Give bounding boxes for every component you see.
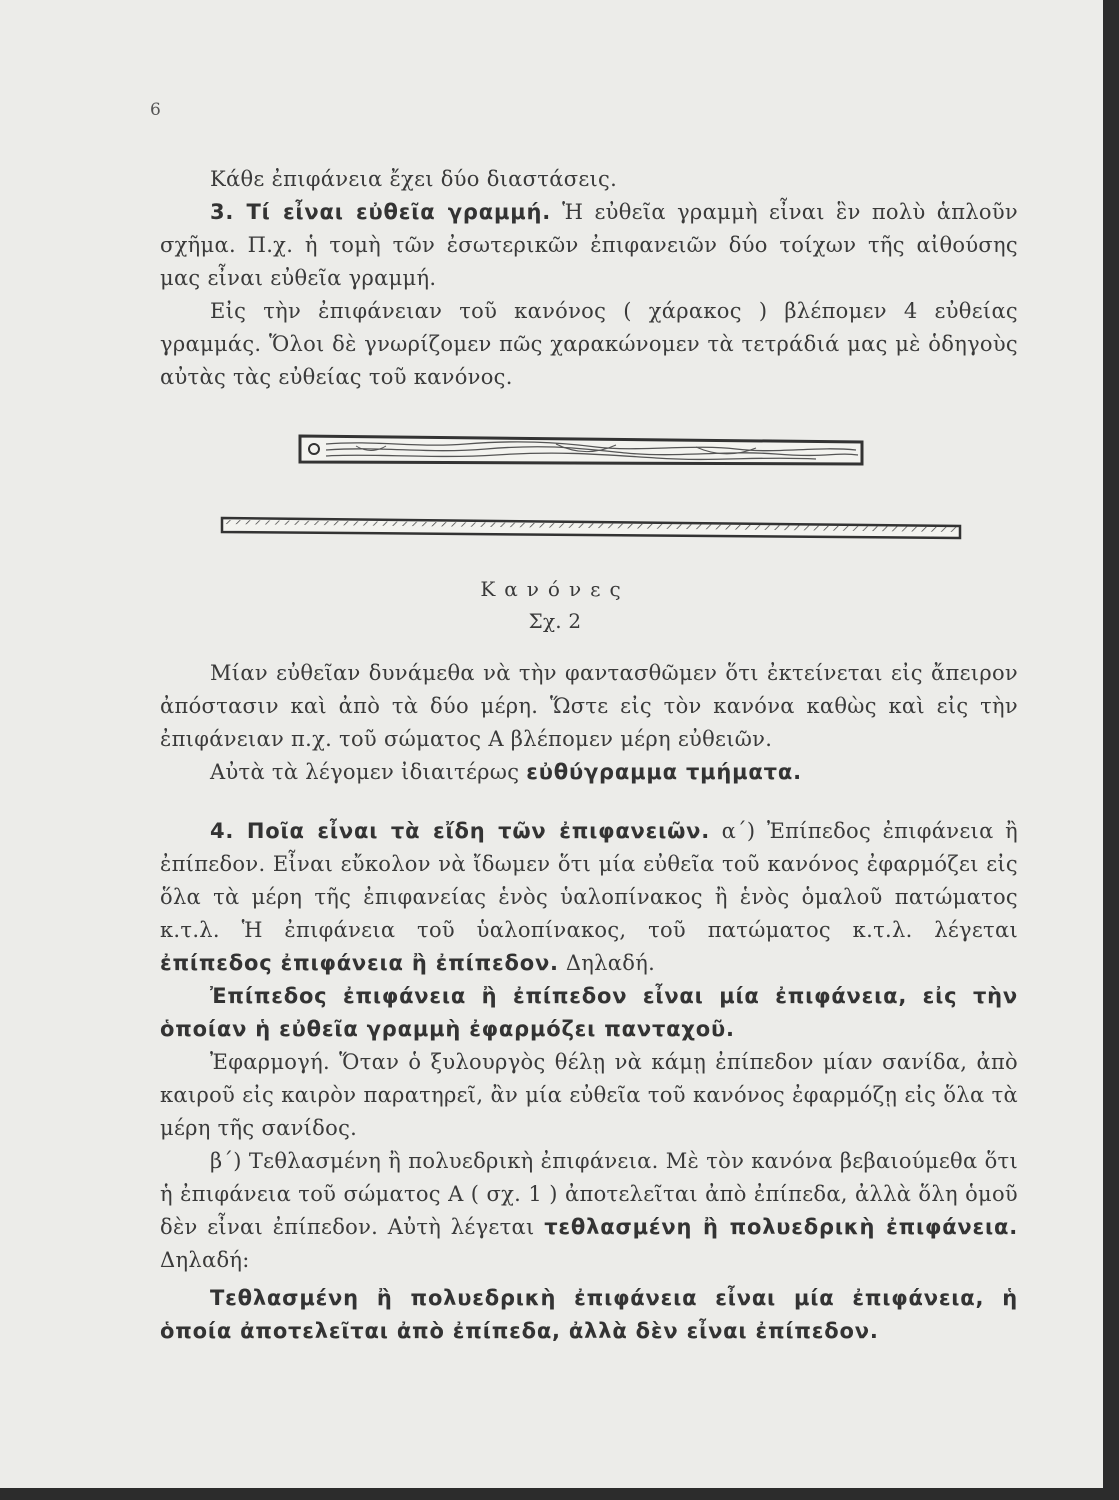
hatched-ruler-figure [218,512,964,542]
paragraph-ruler-lines: Εἰς τὴν ἐπιφάνειαν τοῦ κανόνος ( χάρακος ) βλέπομεν 4 εὐθείας γραμμάς. Ὅλοι δὲ γνωρίζομεν πῶς χαρακώνομεν τὰ τετράδιά μας μὲ ὁδηγοὺς αὐτὰς τὰς εὐθείας τοῦ κανόνος. [160,299,1018,389]
paragraph-dimensions: Κάθε ἐπιφάνεια ἔχει δύο διαστάσεις. [210,167,618,191]
wooden-ruler-figure [296,432,876,468]
scan-edge-right [1103,0,1119,1500]
definition-polyhedral: Τεθλασμένη ἢ πολυεδρικὴ ἐπιφάνεια εἶναι μία ἐπιφάνεια, ἡ ὁποία ἀποτελεῖται ἀπὸ ἐπίπεδα, ἀλλὰ δὲν εἶναι ἐπίπεδον. [160,1286,1018,1343]
figure-number: Σχ. 2 [528,609,582,633]
definition-plane: Ἐπίπεδος ἐπιφάνεια ἢ ἐπίπεδον εἶναι μία ἐπιφάνεια, εἰς τὴν ὁποίαν ἡ εὐθεῖα γραμμὴ ἐφαρμόζει πανταχοῦ. [160,984,1018,1041]
paragraph-polyhedral: β΄) Τεθλασμένη ἢ πολυεδρικὴ ἐπιφάνεια. Μὲ τὸν κανόνα βεβαιούμεθα ὅτι ἡ ἐπιφάνεια τοῦ σώματος Α ( σχ. 1 ) ἀποτελεῖται ἀπὸ ἐπίπεδα, ἀλλὰ ὅλη ὁμοῦ δὲν εἶναι ἐπίπεδον. Αὐτὴ λέγεται τεθλασμένη ἢ πολυεδρικὴ ἐπιφάνεια. Δηλαδή: [160,1149,1018,1272]
section-3-paragraph: 3. Τί εἶναι εὐθεῖα γραμμή. Ἡ εὐθεῖα γραμμὴ εἶναι ἓν πολὺ ἁπλοῦν σχῆμα. Π.χ. ἡ τομὴ τῶν ἐσωτερικῶν ἐπιφανειῶν δύο τοίχων τῆς αἰθούσης μας εἶναι εὐθεῖα γραμμή. [160,200,1018,290]
page-number: 6 [150,100,161,120]
section-4-heading: 4. Ποῖα εἶναι τὰ εἴδη τῶν ἐπιφανειῶν. [210,819,711,843]
paragraph-application: Ἐφαρμογή. Ὅταν ὁ ξυλουργὸς θέλῃ νὰ κάμῃ ἐπίπεδον μίαν σανίδα, ἀπὸ καιροῦ εἰς καιρὸν παρατηρεῖ, ἂν μία εὐθεῖα τοῦ κανόνος ἐφαρμόζῃ εἰς ὅλα τὰ μέρη τῆς σανίδος. [160,1050,1018,1140]
scan-edge-bottom [0,1488,1119,1500]
paragraph-segments: Αὐτὰ τὰ λέγομεν ἰδιαιτέρως εὐθύγραμμα τμήματα. [210,760,802,784]
section-4-paragraph: 4. Ποῖα εἶναι τὰ εἴδη τῶν ἐπιφανειῶν. α΄) Ἐπίπεδος ἐπιφάνεια ἢ ἐπίπεδον. Εἶναι εὔκολον νὰ ἴδωμεν ὅτι μία εὐθεῖα τοῦ κανόνος ἐφαρμόζει εἰς ὅλα τὰ μέρη τῆς ἐπιφανείας ἑνὸς ὑαλοπίνακος ἢ ἑνὸς ὁμαλοῦ πατώματος κ.τ.λ. Ἡ ἐπιφάνεια τοῦ ὑαλοπίνακος, τοῦ πατώματος κ.τ.λ. λέγεται ἐπίπεδος ἐπιφάνεια ἢ ἐπίπεδον. Δηλαδή. [160,819,1018,975]
figure-caption [480,573,630,637]
figure-title: Κανόνες [480,577,630,601]
section-3-heading: 3. Τί εἶναι εὐθεῖα γραμμή. [210,200,551,224]
paragraph-infinite-line: Μίαν εὐθεῖαν δυνάμεθα νὰ τὴν φαντασθῶμεν ὅτι ἐκτείνεται εἰς ἄπειρον ἀπόστασιν καὶ ἀπὸ τὰ δύο μέρη. Ὥστε εἰς τὸν κανόνα καθὼς καὶ εἰς τὴν ἐπιφάνειαν π.χ. τοῦ σώματος Α βλέπομεν μέρη εὐθειῶν. [160,661,1018,751]
